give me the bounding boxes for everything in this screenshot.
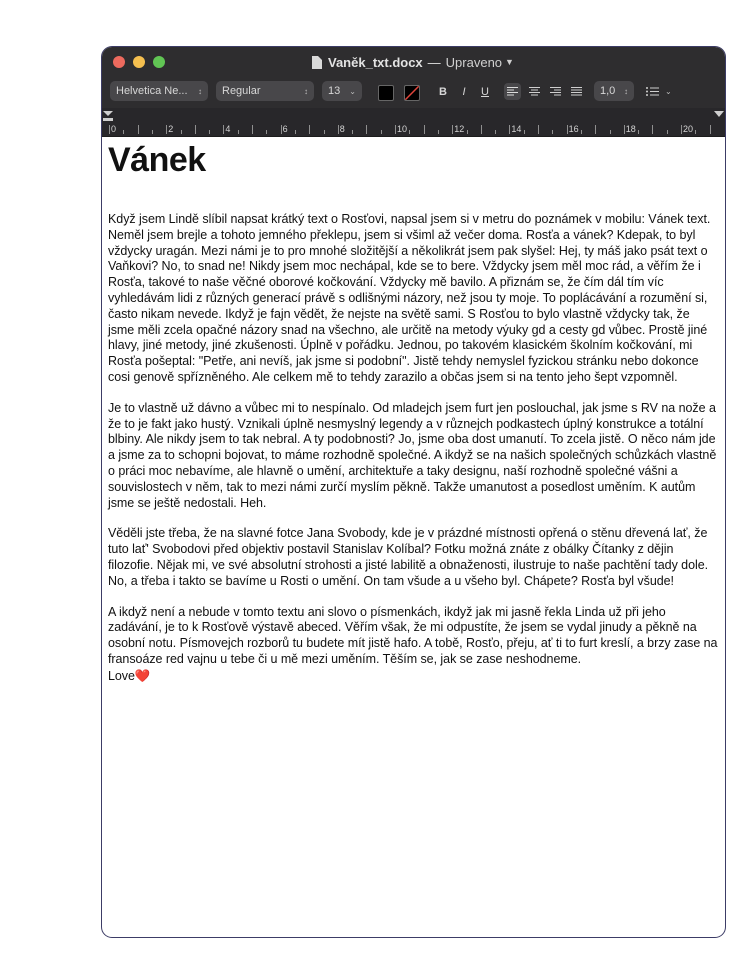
ruler-tick bbox=[395, 125, 396, 134]
close-button[interactable] bbox=[113, 56, 125, 68]
ruler-tick bbox=[538, 125, 539, 134]
ruler-label: 0 bbox=[111, 124, 117, 134]
ruler-tick bbox=[381, 130, 382, 134]
ruler-tick bbox=[524, 130, 525, 134]
list-style-button[interactable] bbox=[646, 83, 680, 100]
title-bar[interactable] bbox=[102, 47, 725, 77]
ruler-tick bbox=[610, 130, 611, 134]
font-style-select[interactable] bbox=[216, 81, 314, 101]
updown-chevron-icon: ↕ bbox=[624, 86, 628, 96]
font-size-value: 13 bbox=[328, 85, 341, 97]
ruler-tick bbox=[481, 125, 482, 134]
font-family-value: Helvetica Ne... bbox=[116, 85, 188, 97]
ruler-tick bbox=[152, 130, 153, 134]
bold-button[interactable]: B bbox=[439, 85, 447, 98]
ruler-tick bbox=[252, 125, 253, 134]
ruler-tick bbox=[166, 125, 167, 134]
ruler-tick bbox=[595, 125, 596, 134]
chevron-down-icon: ⌄ bbox=[665, 87, 672, 96]
ruler-tick bbox=[638, 130, 639, 134]
ruler-tick bbox=[209, 130, 210, 134]
chevron-down-icon: ⌄ bbox=[349, 86, 356, 96]
ruler-tick bbox=[223, 125, 224, 134]
ruler-tick bbox=[195, 125, 196, 134]
font-style-value: Regular bbox=[222, 85, 261, 97]
ruler-label: 18 bbox=[625, 124, 636, 134]
ruler-tick bbox=[424, 125, 425, 134]
ruler-tick bbox=[238, 130, 239, 134]
left-indent-marker-icon[interactable] bbox=[103, 111, 113, 123]
ruler-tick bbox=[138, 125, 139, 134]
document-body[interactable] bbox=[108, 140, 718, 685]
ruler-tick bbox=[352, 130, 353, 134]
ruler-label: 4 bbox=[225, 124, 231, 134]
document-title: Vánek bbox=[108, 141, 206, 179]
title-separator: — bbox=[427, 54, 441, 70]
ruler-label: 10 bbox=[397, 124, 408, 134]
right-indent-marker-icon[interactable] bbox=[714, 111, 724, 119]
no-color-slash-icon bbox=[405, 86, 419, 100]
align-right-icon bbox=[550, 87, 561, 96]
ruler-tick bbox=[467, 130, 468, 134]
bulleted-list-icon bbox=[646, 87, 659, 96]
paragraph: Když jsem Lindě slíbil napsat krátký text o Rosťovi, napsal jsem si v metru do poznámek v mobilu: Vánek text. Neměl jsem brejle a tohoto jemného překlepu, jsem si všiml až večer doma. Rosťa a vánek? Kdepak, to byl vždycky uragán. Mezi námi je to pro mnohé složitější a několikrát jsem pak slyšel: Hej, ty máš jako psát text o Vaňkovi? No, to snad ne! Nikdy jsem moc nechápal, kde se to bere. Vždycky jsem měl moc rád, a věřím že i Rosťa, takové to naše věčné oborové kočkování. Vždycky mě bavilo. A přiznám se, že čím dál tím víc vyhledávám lidi z různých generací právě s odlišnými názory, než jsou ty moje. To poplácávání a rozumění si, často nikam nevede. Ikdyž je fajn vědět, že nejste na světě sami. S Rosťou to bylo vlastně vždycky tak, že jsme měli zcela opačné názory snad na všechno, ale určitě na metody výuky gd a cesty gd vůbec. Prostě jiné hlavy, jiné metody, jiné zkušenosti. Úplně v pořádku. Jednou, po takovém klasickém školním kočkování, mi Rosťa pošeptal: "Petře, ani nevíš, jak jsme si podobní". Jistě tehdy nemyslel fyzickou stránku nebo dokonce cosi genově spřízněného. Ale celkem mě to tehdy zarazilo a občas jsem si na tento jeho šept vzpomněl. bbox=[108, 212, 711, 384]
ruler-label: 14 bbox=[511, 124, 522, 134]
window-title[interactable] bbox=[312, 54, 514, 70]
ruler-label: 20 bbox=[683, 124, 694, 134]
justify-button[interactable] bbox=[568, 83, 585, 100]
file-name: Vaněk_txt.docx bbox=[328, 54, 423, 70]
underline-button[interactable]: U bbox=[481, 85, 489, 98]
line-spacing-select[interactable] bbox=[594, 81, 634, 101]
ruler-tick bbox=[266, 130, 267, 134]
ruler-tick bbox=[409, 130, 410, 134]
ruler-label: 16 bbox=[568, 124, 579, 134]
ruler[interactable] bbox=[102, 108, 725, 137]
ruler-tick bbox=[309, 125, 310, 134]
align-right-button[interactable] bbox=[547, 83, 564, 100]
signoff-line bbox=[108, 669, 718, 685]
ruler-tick bbox=[338, 125, 339, 134]
ruler-label: 6 bbox=[282, 124, 288, 134]
paragraph: A ikdyž není a nebude v tomto textu ani slovo o písmenkách, ikdyž jak mi jasně řekla Linda už při jeho zadávání, je to k Rosťově výstavě abeced. Věřím však, že mi odpustíte, že jsem se vydal jinudy a pěkně na osobní notu. Písmovejch rozborů tu budete mít jistě hafo. A tobě, Rosťo, přeju, ať ti to furt kreslí, a brzy zase na fransoáze red vajnu u tebe či u mě mezi uměním. Těším se, jak se zase neshodneme. bbox=[108, 604, 718, 666]
ruler-label: 8 bbox=[339, 124, 345, 134]
paragraph: Věděli jste třeba, že na slavné fotce Jana Svobody, kde je v prázdné místnosti opřená o stěnu dřevená lať, že tuto lať' Svobodovi před objektiv postavil Stanislav Kolíbal? Fotku možná znáte z obálky Čítanky z dějin filozofie. Nějak mi, ve své absolutní strohosti a jisté labilitě a obnaženosti, ilustruje to naše pachtění tady dole. No, a třeba i takto se bavíme u Rosti o umění. On tam všude a u všeho byl. Chápete? Rosťa byl všude! bbox=[108, 526, 709, 588]
align-center-icon bbox=[529, 87, 540, 96]
edit-status: Upraveno bbox=[445, 54, 503, 70]
justify-icon bbox=[571, 87, 582, 96]
signoff-text: Love bbox=[108, 668, 135, 683]
heart-icon: ❤️ bbox=[134, 668, 151, 683]
ruler-tick bbox=[681, 125, 682, 134]
ruler-tick bbox=[366, 125, 367, 134]
font-size-select[interactable] bbox=[322, 81, 362, 101]
ruler-tick bbox=[652, 125, 653, 134]
italic-button[interactable]: I bbox=[462, 85, 466, 98]
minimize-button[interactable] bbox=[133, 56, 145, 68]
ruler-tick bbox=[552, 130, 553, 134]
ruler-tick bbox=[324, 130, 325, 134]
ruler-tick bbox=[109, 125, 110, 134]
ruler-tick bbox=[123, 130, 124, 134]
ruler-tick bbox=[509, 125, 510, 134]
ruler-tick bbox=[495, 130, 496, 134]
line-spacing-value: 1,0 bbox=[600, 85, 616, 97]
ruler-label: 12 bbox=[454, 124, 465, 134]
align-left-button[interactable] bbox=[504, 83, 521, 100]
ruler-tick bbox=[281, 125, 282, 134]
ruler-tick bbox=[452, 125, 453, 134]
align-center-button[interactable] bbox=[526, 83, 543, 100]
ruler-tick bbox=[295, 130, 296, 134]
updown-chevron-icon: ↕ bbox=[198, 86, 202, 96]
ruler-tick bbox=[581, 130, 582, 134]
ruler-tick bbox=[667, 130, 668, 134]
ruler-tick bbox=[624, 125, 625, 134]
format-toolbar bbox=[102, 77, 725, 108]
font-family-select[interactable] bbox=[110, 81, 208, 101]
ruler-label: 2 bbox=[168, 124, 174, 134]
text-color-swatch[interactable] bbox=[378, 85, 394, 101]
zoom-button[interactable] bbox=[153, 56, 165, 68]
document-window bbox=[102, 47, 725, 937]
document-icon bbox=[312, 56, 322, 69]
paragraph: Je to vlastně už dávno a vůbec mi to nespínalo. Od mladejch jsem furt jen poslouchal, jak jsme s RV na nože a že to je fakt jako hustý. Vznikali úplně nesmyslný legendy a v různejch podkastech úplný konstrukce a totální blbiny. Ale nikdy jsem to tak nebral. A ty podobnosti? Jo, jsme oba dost umanutí. To zcela jistě. O něco nám jde a jsme za to schopni bojovat, to máme rozhodně společné. A ikdyž se na našich společných schůzkách vlastně o práci moc nebavíme, ale hlavně o umění, architektuře a taky designu, naší rozhodně společné vášni a souvislostech v něm, tak to mezi námi zurčí myslím pěkně. Takže umanutost a posedlost uměním. K autům jsme se ještě nedostali. Heh. bbox=[108, 400, 717, 510]
ruler-tick bbox=[438, 130, 439, 134]
chevron-down-icon[interactable]: ▼ bbox=[505, 57, 514, 67]
ruler-tick bbox=[567, 125, 568, 134]
ruler-tick bbox=[710, 125, 711, 134]
updown-chevron-icon: ↕ bbox=[304, 86, 308, 96]
ruler-tick bbox=[695, 130, 696, 134]
ruler-tick bbox=[181, 130, 182, 134]
highlight-color-swatch[interactable] bbox=[404, 85, 420, 101]
align-left-icon bbox=[507, 87, 518, 96]
